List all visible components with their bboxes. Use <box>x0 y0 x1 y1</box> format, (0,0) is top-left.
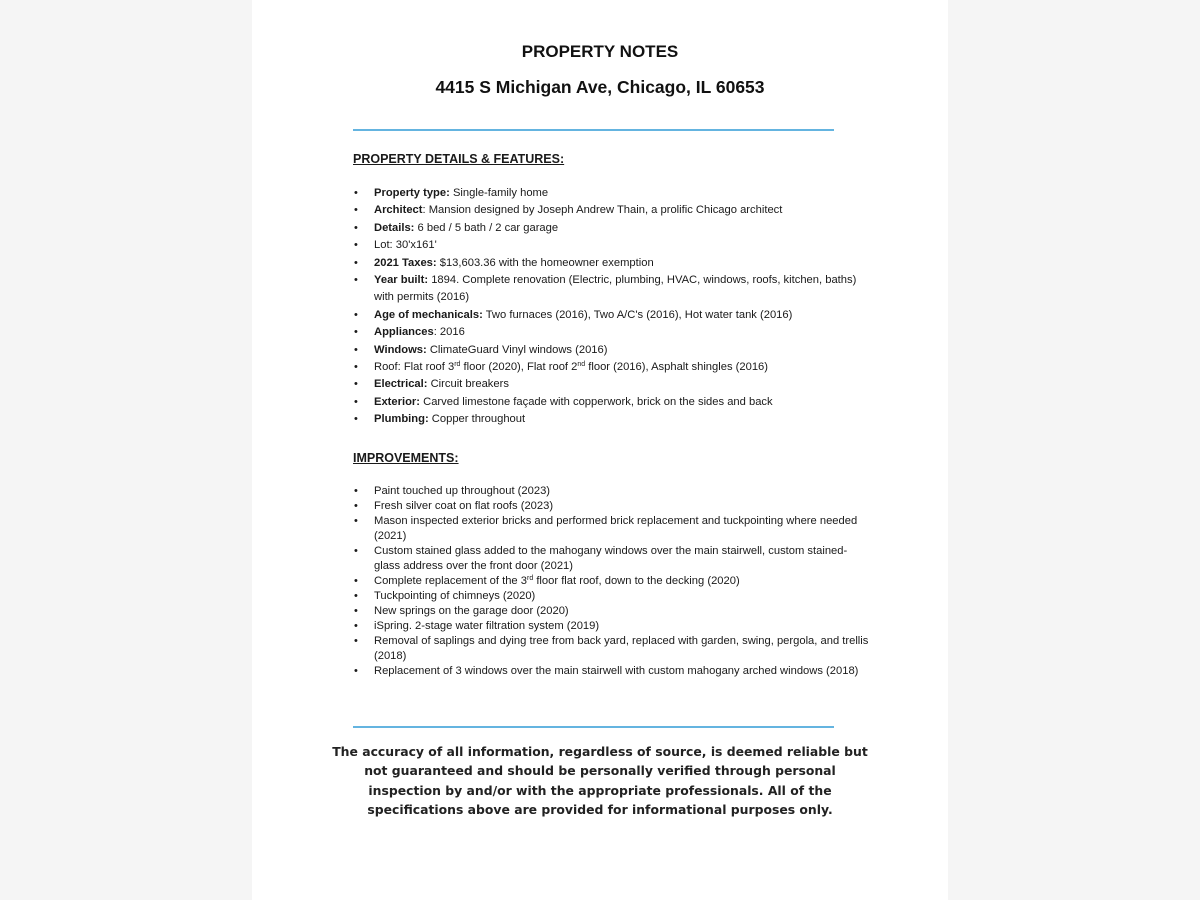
list-item: • Lot: 30'x161' <box>353 237 873 254</box>
list-item: • Complete replacement of the 3rd floor flat roof, down to the decking (2020) <box>353 574 873 589</box>
list-item: • Custom stained glass added to the mahogany windows over the main stairwell, custom stained-glass address over the front door (2021) <box>353 544 873 574</box>
improvements-list <box>353 484 873 679</box>
list-item: • Plumbing: Copper throughout <box>353 411 873 428</box>
document-title: PROPERTY NOTES <box>521 42 679 61</box>
bottom-divider <box>353 726 834 728</box>
features-heading: PROPERTY DETAILS & FEATURES: <box>353 152 565 166</box>
list-item: • Fresh silver coat on flat roofs (2023) <box>353 499 873 514</box>
top-divider <box>353 129 834 131</box>
list-item: • 2021 Taxes: $13,603.36 with the homeowner exemption <box>353 255 873 272</box>
list-item: • Exterior: Carved limestone façade with copperwork, brick on the sides and back <box>353 394 873 411</box>
disclaimer-text: The accuracy of all information, regardless of source, is deemed reliable but not guaranteed and should be personally verified through personal inspection by and/or with the appropriate professionals. All of the specifications above are provided for informational purposes only. <box>332 744 868 817</box>
list-item: • Appliances: 2016 <box>353 324 873 341</box>
list-item: • Removal of saplings and dying tree from back yard, replaced with garden, swing, pergola, and trellis (2018) <box>353 634 873 664</box>
list-item: • New springs on the garage door (2020) <box>353 604 873 619</box>
list-item: • Roof: Flat roof 3rd floor (2020), Flat roof 2nd floor (2016), Asphalt shingles (2016) <box>353 359 873 376</box>
list-item: • Age of mechanicals: Two furnaces (2016), Two A/C's (2016), Hot water tank (2016) <box>353 307 873 324</box>
document-page <box>252 0 948 900</box>
list-item: • Details: 6 bed / 5 bath / 2 car garage <box>353 220 873 237</box>
property-address: 4415 S Michigan Ave, Chicago, IL 60653 <box>435 77 765 97</box>
list-item: • Mason inspected exterior bricks and performed brick replacement and tuckpointing where needed (2021) <box>353 514 873 544</box>
list-item: • Paint touched up throughout (2023) <box>353 484 873 499</box>
improvements-section <box>353 451 873 679</box>
features-section <box>353 152 873 429</box>
list-item: • iSpring. 2-stage water filtration system (2019) <box>353 619 873 634</box>
list-item: • Year built: 1894. Complete renovation (Electric, plumbing, HVAC, windows, roofs, kitchen, baths) with permits (2016) <box>353 272 873 307</box>
list-item: • Property type: Single-family home <box>353 185 873 202</box>
features-list <box>353 185 873 429</box>
list-item: • Architect: Mansion designed by Joseph Andrew Thain, a prolific Chicago architect <box>353 202 873 219</box>
list-item: • Windows: ClimateGuard Vinyl windows (2016) <box>353 342 873 359</box>
list-item: • Electrical: Circuit breakers <box>353 376 873 393</box>
list-item: • Tuckpointing of chimneys (2020) <box>353 589 873 604</box>
list-item: • Replacement of 3 windows over the main stairwell with custom mahogany arched windows (2018) <box>353 664 873 679</box>
improvements-heading: IMPROVEMENTS: <box>353 451 459 465</box>
